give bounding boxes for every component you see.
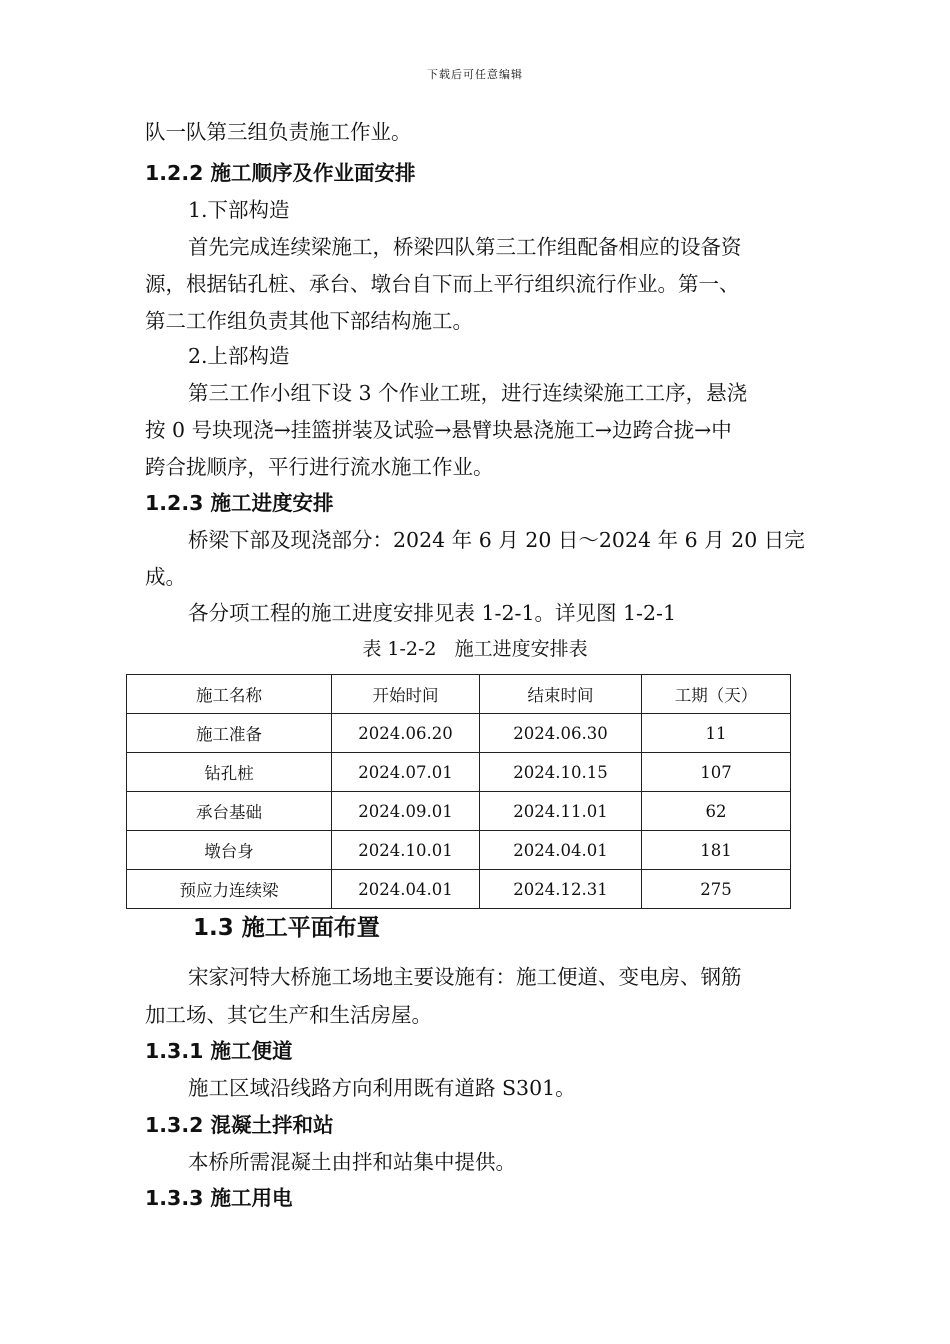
paragraph-line: 加工场、其它生产和生活房屋。 (145, 1003, 432, 1027)
subheading-substructure: 1.下部构造 (188, 198, 290, 222)
paragraph-line: 桥梁下部及现浇部分：2024 年 6 月 20 日～2024 年 6 月 20 日完 (188, 528, 805, 552)
table-row (127, 792, 791, 831)
paragraph-line: 成。 (145, 565, 186, 589)
table-row (127, 714, 791, 753)
paragraph-line: 源，根据钻孔桩、承台、墩台自下而上平行组织流行作业。第一、 (145, 272, 740, 296)
paragraph-line: 按 0 号块现浇→挂篮拼装及试验→悬臂块悬浇施工→边跨合拢→中 (145, 418, 732, 442)
table-cell: 墩台身 (127, 831, 332, 870)
page-header: 下载后可任意编辑 (427, 68, 523, 81)
column-header: 施工名称 (127, 675, 332, 714)
table-cell: 钻孔桩 (127, 753, 332, 792)
heading-1-3-1: 1.3.1 施工便道 (145, 1039, 293, 1063)
column-header: 开始时间 (332, 675, 480, 714)
paragraph-line: 第三工作小组下设 3 个作业工班，进行连续梁施工工序，悬浇 (188, 381, 748, 405)
paragraph-line: 首先完成连续梁施工，桥梁四队第三工作组配备相应的设备资 (188, 235, 742, 259)
table-header-row (127, 675, 791, 714)
column-header: 工期（天） (642, 675, 791, 714)
table-cell: 2024.10.15 (480, 753, 642, 792)
paragraph-line: 第二工作组负责其他下部结构施工。 (145, 309, 473, 333)
table-cell: 2024.04.01 (480, 831, 642, 870)
table-row (127, 831, 791, 870)
paragraph-line: 跨合拢顺序，平行进行流水施工作业。 (145, 455, 494, 479)
table-cell: 181 (642, 831, 791, 870)
table-cell: 2024.06.20 (332, 714, 480, 753)
table-cell: 2024.11.01 (480, 792, 642, 831)
table-cell: 施工准备 (127, 714, 332, 753)
column-header: 结束时间 (480, 675, 642, 714)
table-cell: 承台基础 (127, 792, 332, 831)
table-cell: 2024.12.31 (480, 870, 642, 909)
paragraph-line: 宋家河特大桥施工场地主要设施有：施工便道、变电房、钢筋 (188, 965, 742, 989)
table-cell: 275 (642, 870, 791, 909)
table-cell: 2024.04.01 (332, 870, 480, 909)
paragraph-line: 各分项工程的施工进度安排见表 1-2-1。详见图 1-2-1 (188, 601, 676, 625)
table-cell: 2024.09.01 (332, 792, 480, 831)
heading-1-3-3: 1.3.3 施工用电 (145, 1186, 293, 1210)
table-cell: 2024.06.30 (480, 714, 642, 753)
table-row (127, 753, 791, 792)
subheading-superstructure: 2.上部构造 (188, 344, 290, 368)
table-row (127, 870, 791, 909)
table-cell: 2024.10.01 (332, 831, 480, 870)
heading-1-3-2: 1.3.2 混凝土拌和站 (145, 1113, 334, 1137)
table-cell: 2024.07.01 (332, 753, 480, 792)
table-cell: 107 (642, 753, 791, 792)
table-cell: 预应力连续梁 (127, 870, 332, 909)
table-cell: 11 (642, 714, 791, 753)
paragraph-line: 施工区域沿线路方向利用既有道路 S301。 (188, 1076, 576, 1100)
heading-1-2-2: 1.2.2 施工顺序及作业面安排 (145, 161, 416, 185)
heading-1-2-3: 1.2.3 施工进度安排 (145, 491, 334, 515)
table-cell: 62 (642, 792, 791, 831)
paragraph-line: 本桥所需混凝土由拌和站集中提供。 (188, 1150, 516, 1174)
heading-1-3: 1.3 施工平面布置 (193, 915, 380, 941)
schedule-table (126, 674, 791, 909)
table-caption: 表 1-2-2 施工进度安排表 (362, 638, 588, 660)
paragraph-intro-tail: 队一队第三组负责施工作业。 (145, 120, 412, 144)
